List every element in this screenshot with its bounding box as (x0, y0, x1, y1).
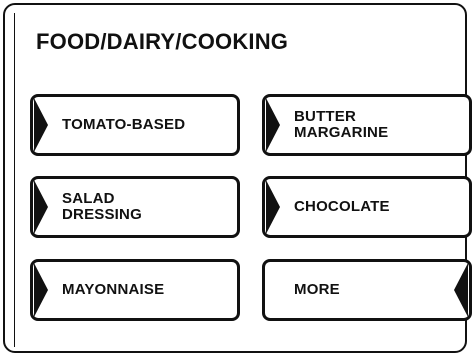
button-label: MORE (294, 281, 340, 298)
more-button[interactable] (262, 259, 472, 321)
page-title: FOOD/DAIRY/COOKING (36, 29, 289, 54)
tomato-based-button[interactable] (30, 94, 240, 156)
triangle-left-icon (34, 263, 48, 317)
button-label: BUTTER MARGARINE (294, 108, 389, 141)
chocolate-button[interactable] (262, 176, 472, 238)
category-panel (3, 3, 467, 353)
mayonnaise-button[interactable] (30, 259, 240, 321)
triangle-left-icon (34, 98, 48, 152)
button-label: CHOCOLATE (294, 198, 390, 215)
triangle-left-icon (266, 180, 280, 234)
triangle-left-icon (34, 180, 48, 234)
panel-inner-border (14, 13, 15, 347)
triangle-right-icon (454, 263, 468, 317)
button-label: TOMATO-BASED (62, 116, 186, 133)
button-label: MAYONNAISE (62, 281, 165, 298)
salad-dressing-button[interactable] (30, 176, 240, 238)
triangle-left-icon (266, 98, 280, 152)
butter-margarine-button[interactable] (262, 94, 472, 156)
button-label: SALAD DRESSING (62, 190, 142, 223)
